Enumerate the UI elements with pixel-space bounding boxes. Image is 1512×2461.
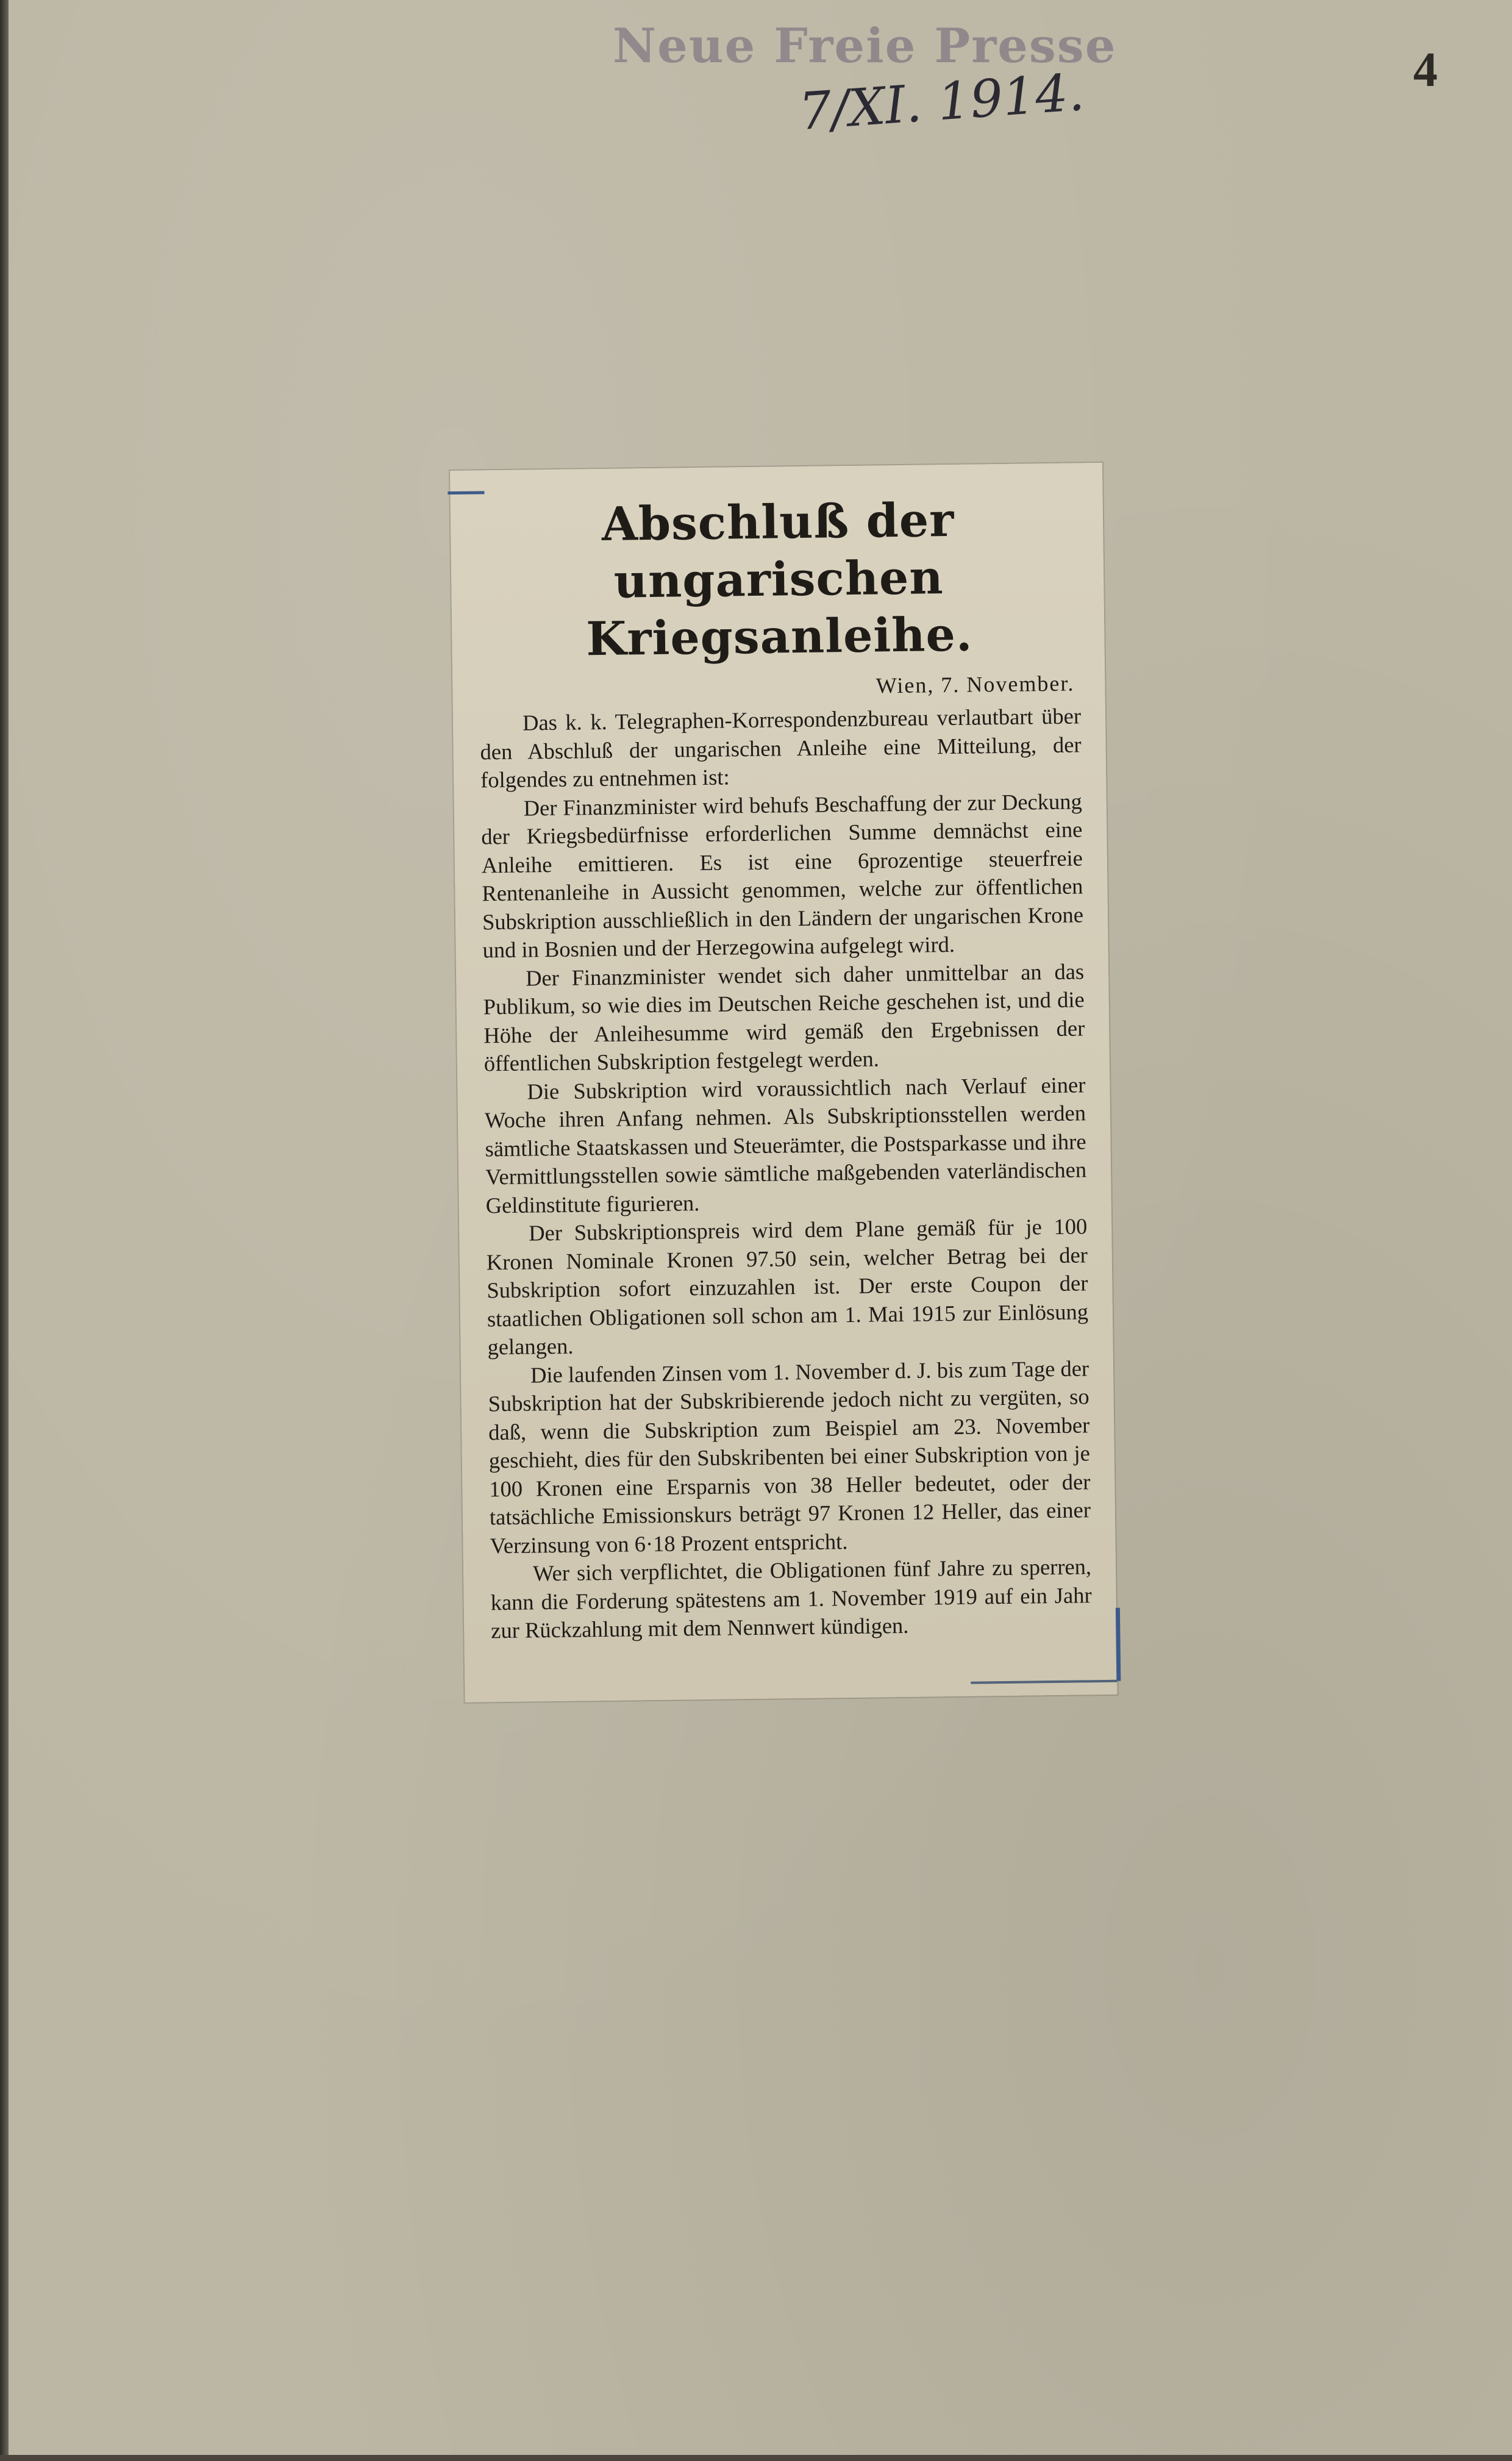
article-headline [477,490,1080,669]
sheet-bottom-edge [0,2455,1512,2461]
blue-mark-bottom-right [1116,1608,1121,1681]
headline-line-2: Kriegsanleihe. [585,607,973,666]
handwritten-date: 7/XI. 1914. [797,62,1086,142]
article-paragraph: Der Finanzminister wendet sich daher unmittelbar an das Publikum, so wie dies im Deutschen Reiche geschehen ist, und die Höhe der Anleihesumme wird gemäß den Ergebnissen der öffentlichen Subskription festgelegt werden. [483,958,1085,1076]
headline-line-1: Abschluß der ungarischen [601,492,955,609]
article-dateline: Wien, 7. November. [875,671,1075,698]
article-paragraph: Die Subskription wird voraussichtlich nach Verlauf einer Woche ihren Anfang nehmen. Als Subskriptionsstellen werden sämtliche Staatskassen und Steuerämter, die Postsparkasse und ihre Vermittlungsstellen sowie sämtliche maßgebenden vaterländischen Geldinstitute figurieren. [484,1071,1087,1218]
article-body [480,702,1093,1645]
article-paragraph: Der Finanzminister wird behufs Beschaffung der zur Deckung der Kriegsbedürfnisse erforderlichen Summe demnächst eine Anleihe emittieren. Es ist eine 6prozentige steuerfreie Rentenanleihe in Aussicht genommen, welche zur öffentlichen Subskription ausschließlich in den Ländern der ungarischen Krone und in Bosnien und der Herzegowina aufgelegt wird. [481,788,1084,963]
blue-mark-bottom-line [971,1680,1117,1684]
newspaper-stamp: Neue Freie Presse [613,18,1117,74]
sheet-left-edge [0,0,9,2461]
blue-mark-top-left [448,491,484,495]
article-paragraph: Die laufenden Zinsen vom 1. November d. J. bis zum Tage der Subskription hat der Subskribierende jedoch nicht zu vergüten, so daß, wenn die Subskription zum Beispiel am 23. November geschieht, dies für den Subskribenten bei einer Subskription von je 100 Kronen eine Ersparnis von 38 Heller bedeutet, oder der tatsächliche Emissionskurs beträgt 97 Kronen 12 Heller, das einer Verzinsung von 6·18 Prozent entspricht. [488,1355,1091,1558]
article-paragraph: Das k. k. Telegraphen-Korrespondenzbureau verlautbart über den Abschluß der ungarischen Anleihe eine Mitteilung, der folgendes zu entnehmen ist: [480,703,1082,793]
newspaper-clipping [450,463,1118,1702]
article-paragraph: Der Subskriptionspreis wird dem Plane gemäß für je 100 Kronen Nominale Kronen 97.50 sein, welcher Betrag bei der Subskription sofort einzuzahlen ist. Der erste Coupon der staatlichen Obligationen soll schon am 1. Mai 1915 zur Einlösung gelangen. [486,1213,1089,1360]
page-number: 4 [1413,43,1438,97]
article-paragraph: Wer sich verpflichtet, die Obligationen fünf Jahre zu sperren, kann die Forderung spätestens am 1. November 1919 auf ein Jahr zur Rückzahlung mit dem Nennwert kündigen. [490,1554,1092,1643]
